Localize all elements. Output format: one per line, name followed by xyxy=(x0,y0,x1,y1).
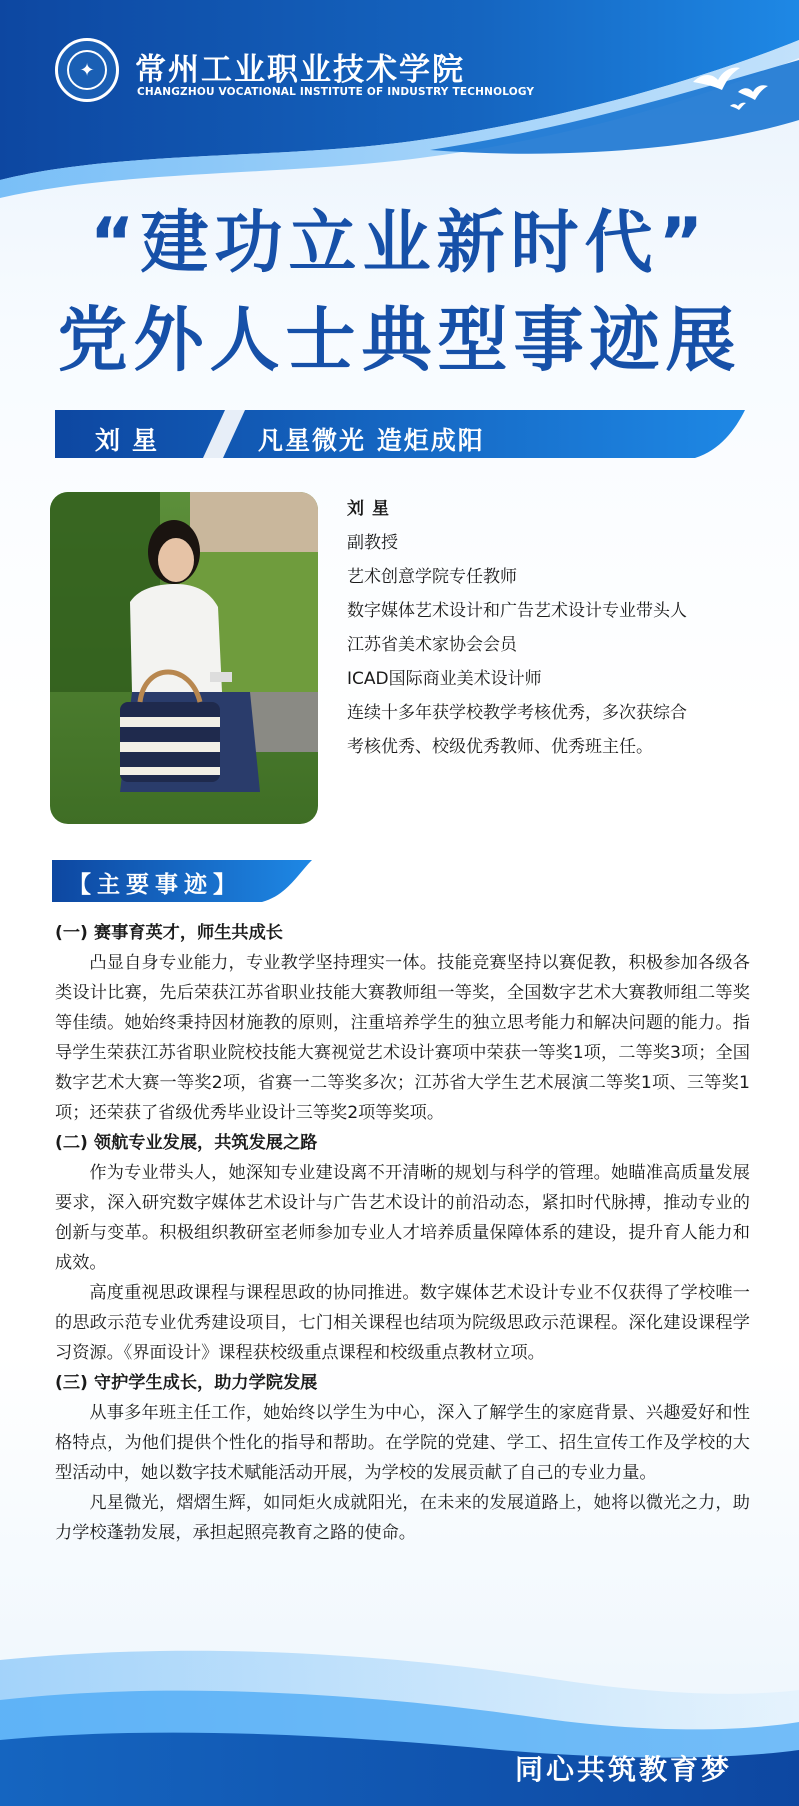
profile-line: 江苏省美术家协会会员 xyxy=(347,635,517,655)
header-wave-background xyxy=(0,0,799,210)
content-heading: (一) 赛事育英才，师生共成长 xyxy=(55,923,283,943)
footer-slogan: 同心共筑教育梦 xyxy=(515,1753,733,1786)
birds-icon xyxy=(688,62,778,122)
content-paragraph: 凡星微光，熠熠生辉，如同炬火成就阳光，在未来的发展道路上，她将以微光之力，助力学校蓬勃发展，承担起照亮教育之路的使命。 xyxy=(55,1493,750,1543)
content-heading: (三) 守护学生成长，助力学院发展 xyxy=(55,1373,318,1393)
profile-line: 副教授 xyxy=(347,533,398,553)
profile-bio xyxy=(347,492,757,764)
content-paragraph: 作为专业带头人，她深知专业建设离不开清晰的规划与科学的管理。她瞄准高质量发展要求，深入研究数字媒体艺术设计与广告艺术设计的前沿动态，紧扣时代脉搏，推动专业的创新与变革。积极组织教研室老师参加专业人才培养质量保障体系的建设，提升育人能力和成效。 xyxy=(55,1163,750,1273)
profile-line: ICAD国际商业美术设计师 xyxy=(347,669,542,689)
school-name-cn: 常州工业职业技术学院 xyxy=(135,52,465,88)
profile-line: 考核优秀、校级优秀教师、优秀班主任。 xyxy=(347,737,653,757)
banner-slogan: 凡星微光 造炬成阳 xyxy=(258,426,485,455)
profile-line: 连续十多年获学校教学考核优秀，多次获综合 xyxy=(347,703,687,723)
school-emblem-icon xyxy=(55,38,119,102)
content-paragraph: 凸显自身专业能力，专业教学坚持理实一体。技能竞赛坚持以赛促教，积极参加各级各类设计比赛，先后荣获江苏省职业技能大赛教师组一等奖，全国数字艺术大赛教师组二等奖等佳绩。她始终秉持因材施教的原则，注重培养学生的独立思考能力和解决问题的能力。指导学生荣获江苏省职业院校技能大赛视觉艺术设计赛项中荣获一等奖1项，二等奖3项；全国数字艺术大赛一等奖2项，省赛一二等奖多次；江苏省大学生艺术展演二等奖1项、三等奖1项；还荣获了省级优秀毕业设计三等奖2项等奖项。 xyxy=(55,953,750,1123)
emblem-inner: ✦ xyxy=(67,50,107,90)
portrait-photo xyxy=(50,492,318,824)
main-content xyxy=(55,918,750,1548)
profile-line: 艺术创意学院专任教师 xyxy=(347,567,517,587)
content-paragraph: 高度重视思政课程与课程思政的协同推进。数字媒体艺术设计专业不仅获得了学校唯一的思政示范专业优秀建设项目，七门相关课程也结项为院级思政示范课程。深化建设课程学习资源。《界面设计》课程获校级重点课程和校级重点教材立项。 xyxy=(55,1283,750,1363)
profile-line: 数字媒体艺术设计和广告艺术设计专业带头人 xyxy=(347,601,687,621)
school-name-en: CHANGZHOU VOCATIONAL INSTITUTE OF INDUSTRY TECHNOLOGY xyxy=(137,86,535,98)
profile-name: 刘星 xyxy=(347,499,397,519)
main-title-line2: 党外人士典型事迹展 xyxy=(57,299,742,381)
section-heading: 【主要事迹】 xyxy=(68,872,242,898)
content-heading: (二) 领航专业发展，共筑发展之路 xyxy=(55,1133,318,1153)
main-title-line1: “建功立业新时代” xyxy=(89,204,710,283)
content-paragraph: 从事多年班主任工作，她始终以学生为中心，深入了解学生的家庭背景、兴趣爱好和性格特点，为他们提供个性化的指导和帮助。在学院的党建、学工、招生宣传工作及学校的大型活动中，她以数字技术赋能活动开展，为学校的发展贡献了自己的专业力量。 xyxy=(55,1403,750,1483)
banner-person-name: 刘星 xyxy=(95,426,170,455)
